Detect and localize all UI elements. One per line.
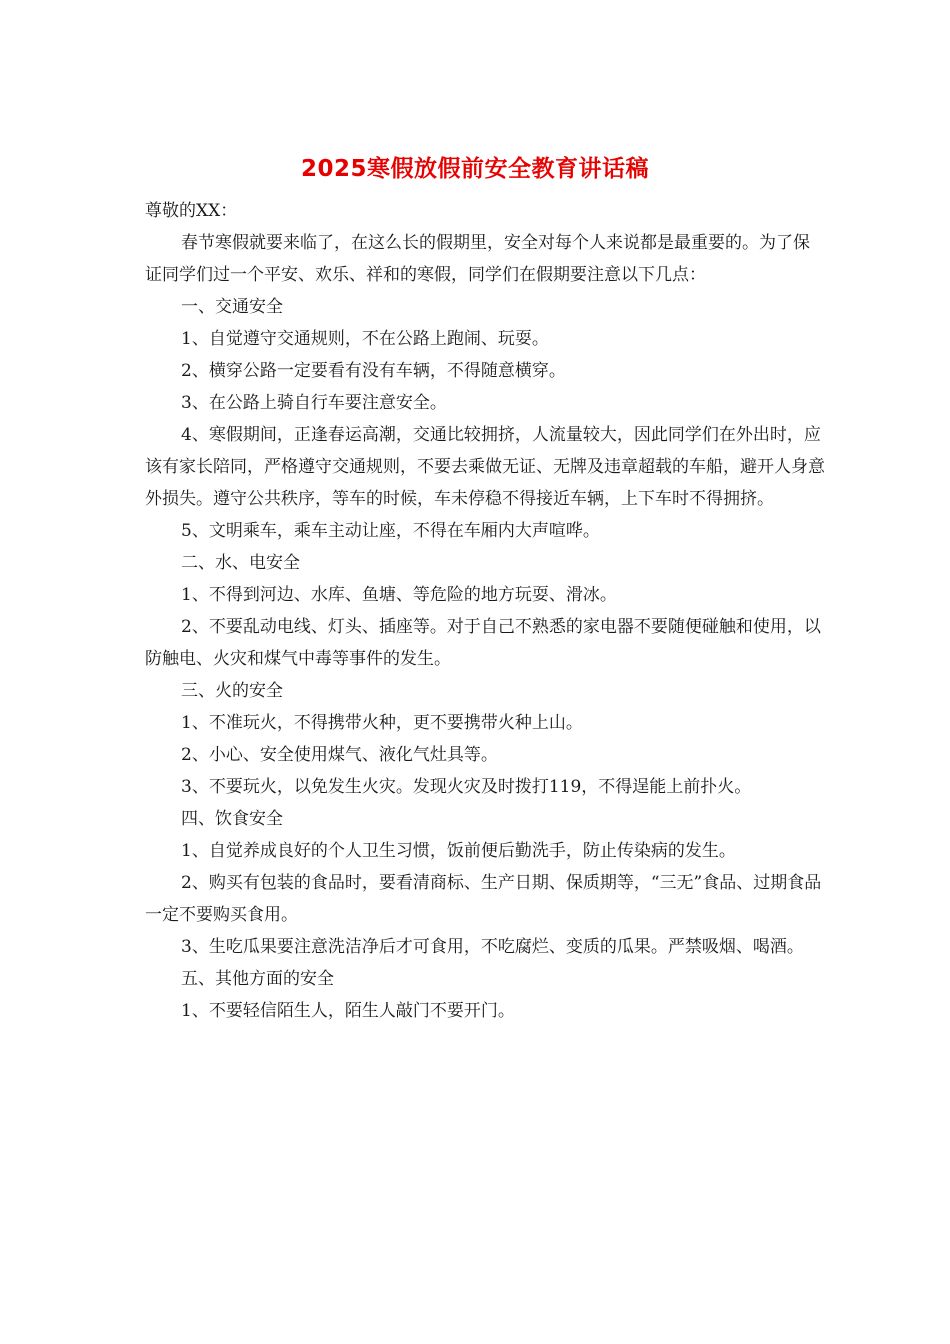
paragraph: 1、不准玩火，不得携带火种，更不要携带火种上山。 [181, 713, 583, 733]
paragraph: 1、不要轻信陌生人，陌生人敲门不要开门。 [181, 1001, 515, 1021]
section-heading-water-electric: 二、水、电安全 [181, 553, 300, 573]
section-heading-fire: 三、火的安全 [181, 681, 283, 701]
section-heading-traffic: 一、交通安全 [181, 297, 283, 317]
paragraph: 2、小心、安全使用煤气、液化气灶具等。 [181, 745, 498, 765]
paragraph: 2、购买有包装的食品时，要看清商标、生产日期、保质期等，“三无”食品、过期食品一定不要购买食用。 [145, 873, 822, 925]
paragraph: 1、自觉遵守交通规则，不在公路上跑闹、玩耍。 [181, 329, 549, 349]
paragraph-intro: 春节寒假就要来临了，在这么长的假期里，安全对每个人来说都是最重要的。为了保证同学们过一个平安、欢乐、祥和的寒假，同学们在假期要注意以下几点： [145, 233, 810, 285]
paragraph: 1、自觉养成良好的个人卫生习惯，饭前便后勤洗手，防止传染病的发生。 [181, 841, 736, 861]
paragraph: 3、在公路上骑自行车要注意安全。 [181, 393, 447, 413]
paragraph: 2、横穿公路一定要看有没有车辆，不得随意横穿。 [181, 361, 566, 381]
paragraph: 1、不得到河边、水库、鱼塘、等危险的地方玩耍、滑冰。 [181, 585, 617, 605]
document-body [145, 195, 825, 1027]
paragraph: 2、不要乱动电线、灯头、插座等。对于自己不熟悉的家电器不要随便碰触和使用，以防触电、火灾和煤气中毒等事件的发生。 [145, 617, 821, 669]
section-heading-other: 五、其他方面的安全 [181, 969, 334, 989]
paragraph: 3、生吃瓜果要注意洗洁净后才可食用，不吃腐烂、变质的瓜果。严禁吸烟、喝酒。 [181, 937, 804, 957]
section-heading-food: 四、饮食安全 [181, 809, 283, 829]
paragraph: 4、寒假期间，正逢春运高潮，交通比较拥挤，人流量较大，因此同学们在外出时，应该有家长陪同，严格遵守交通规则，不要去乘做无证、无牌及违章超载的车船，避开人身意外损失。遵守公共秩序，等车的时候，车未停稳不得接近车辆，上下车时不得拥挤。 [145, 425, 825, 509]
document-title: 2025寒假放假前安全教育讲话稿 [300, 156, 649, 182]
paragraph: 5、文明乘车，乘车主动让座，不得在车厢内大声喧哗。 [181, 521, 600, 541]
paragraph: 3、不要玩火，以免发生火灾。发现火灾及时拨打119，不得逞能上前扑火。 [181, 777, 752, 797]
salutation: 尊敬的XX： [145, 201, 238, 221]
